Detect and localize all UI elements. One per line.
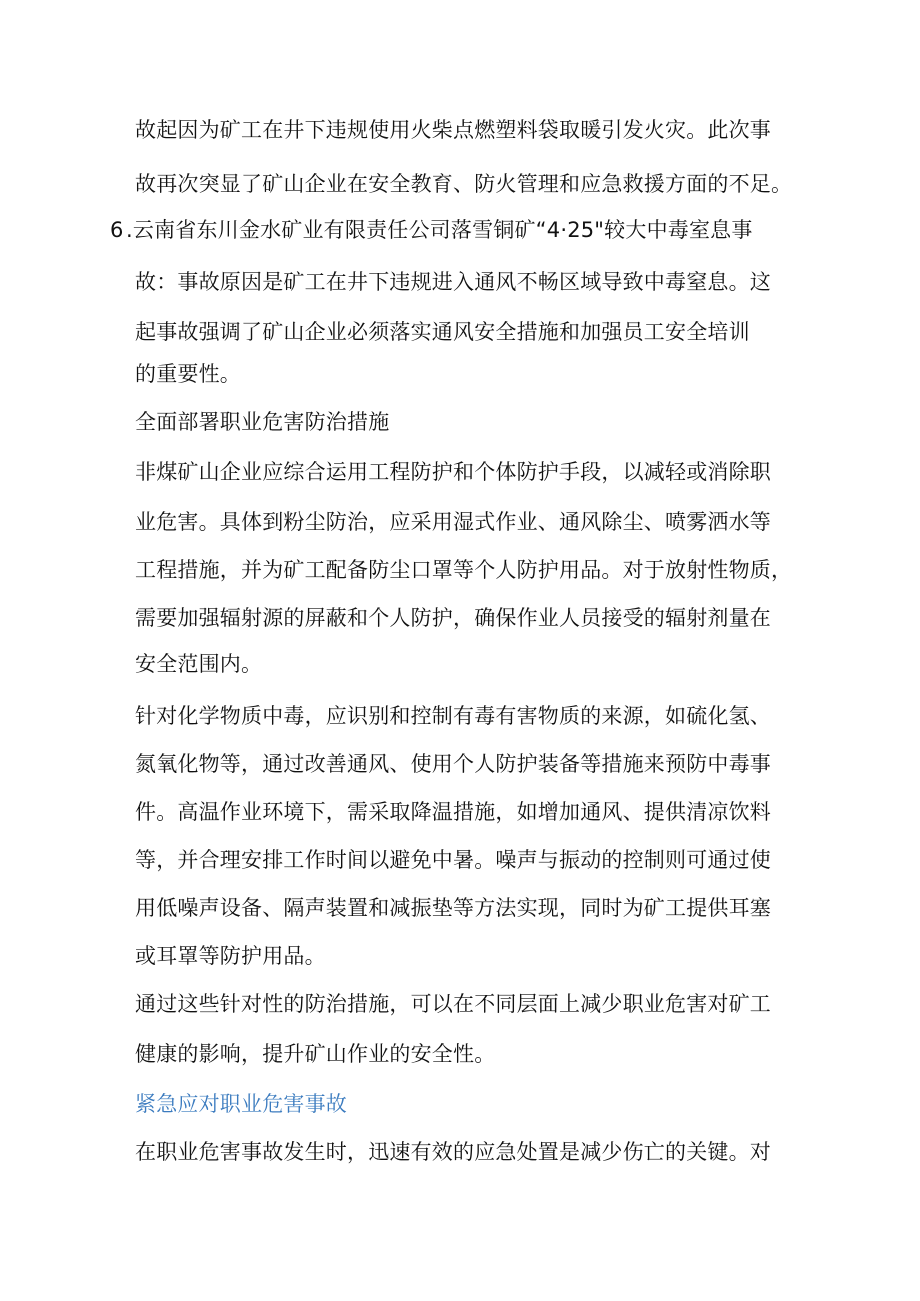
list-item-line: 的重要性。 [135, 362, 241, 386]
paragraph-line: 健康的影响，提升矿山作业的安全性。 [135, 1042, 496, 1066]
paragraph-line: 用低噪声设备、隔声装置和减振垫等方法实现，同时为矿工提供耳塞 [135, 896, 771, 920]
list-item-line: 故：事故原因是矿工在井下违规进入通风不畅区域导致中毒窒息。这 [135, 270, 771, 294]
section-heading-blue: 紧急应对职业危害事故 [135, 1092, 347, 1116]
paragraph-line: 在职业危害事故发生时，迅速有效的应急处置是减少伤亡的关键。对 [135, 1140, 771, 1164]
section-heading: 全面部署职业危害防治措施 [135, 410, 390, 434]
list-number: 6 [110, 218, 124, 242]
paragraph-line: 需要加强辐射源的屏蔽和个人防护，确保作业人员接受的辐射剂量在 [135, 606, 771, 630]
paragraph-line: 业危害。具体到粉尘防治，应采用湿式作业、通风除尘、喷雾洒水等 [135, 510, 771, 534]
paragraph-line: 工程措施，并为矿工配备防尘口罩等个人防护用品。对于放射性物质， [135, 558, 793, 582]
paragraph-line: 氮氧化物等，通过改善通风、使用个人防护装备等措施来预防中毒事 [135, 752, 771, 776]
list-item-line: .云南省东川金水矿业有限责任公司落雪铜矿“4·25"较大中毒室息事 [126, 218, 753, 242]
paragraph-line: 通过这些针对性的防治措施，可以在不同层面上减少职业危害对矿工 [135, 992, 771, 1016]
paragraph-line: 或耳罩等防护用品。 [135, 944, 326, 968]
paragraph-line: 故起因为矿工在井下违规使用火柴点燃塑料袋取暖引发火灾。此次事 [135, 118, 771, 142]
paragraph-line: 故再次突显了矿山企业在安全教育、防火管理和应急救援方面的不足。 [135, 172, 793, 196]
paragraph-line: 针对化学物质中毒，应识别和控制有毒有害物质的来源，如硫化氢、 [135, 704, 771, 728]
paragraph-line: 件。高温作业环境下，需采取降温措施，如增加通风、提供清凉饮料 [135, 800, 771, 824]
paragraph-line: 非煤矿山企业应综合运用工程防护和个体防护手段，以减轻或消除职 [135, 460, 771, 484]
list-item-line: 起事故强调了矿山企业必须落实通风安全措施和加强员工安全培训 [135, 320, 750, 344]
paragraph-line: 安全范围内。 [135, 652, 263, 676]
paragraph-line: 等，并合理安排工作时间以避免中暑。噪声与振动的控制则可通过使 [135, 848, 771, 872]
